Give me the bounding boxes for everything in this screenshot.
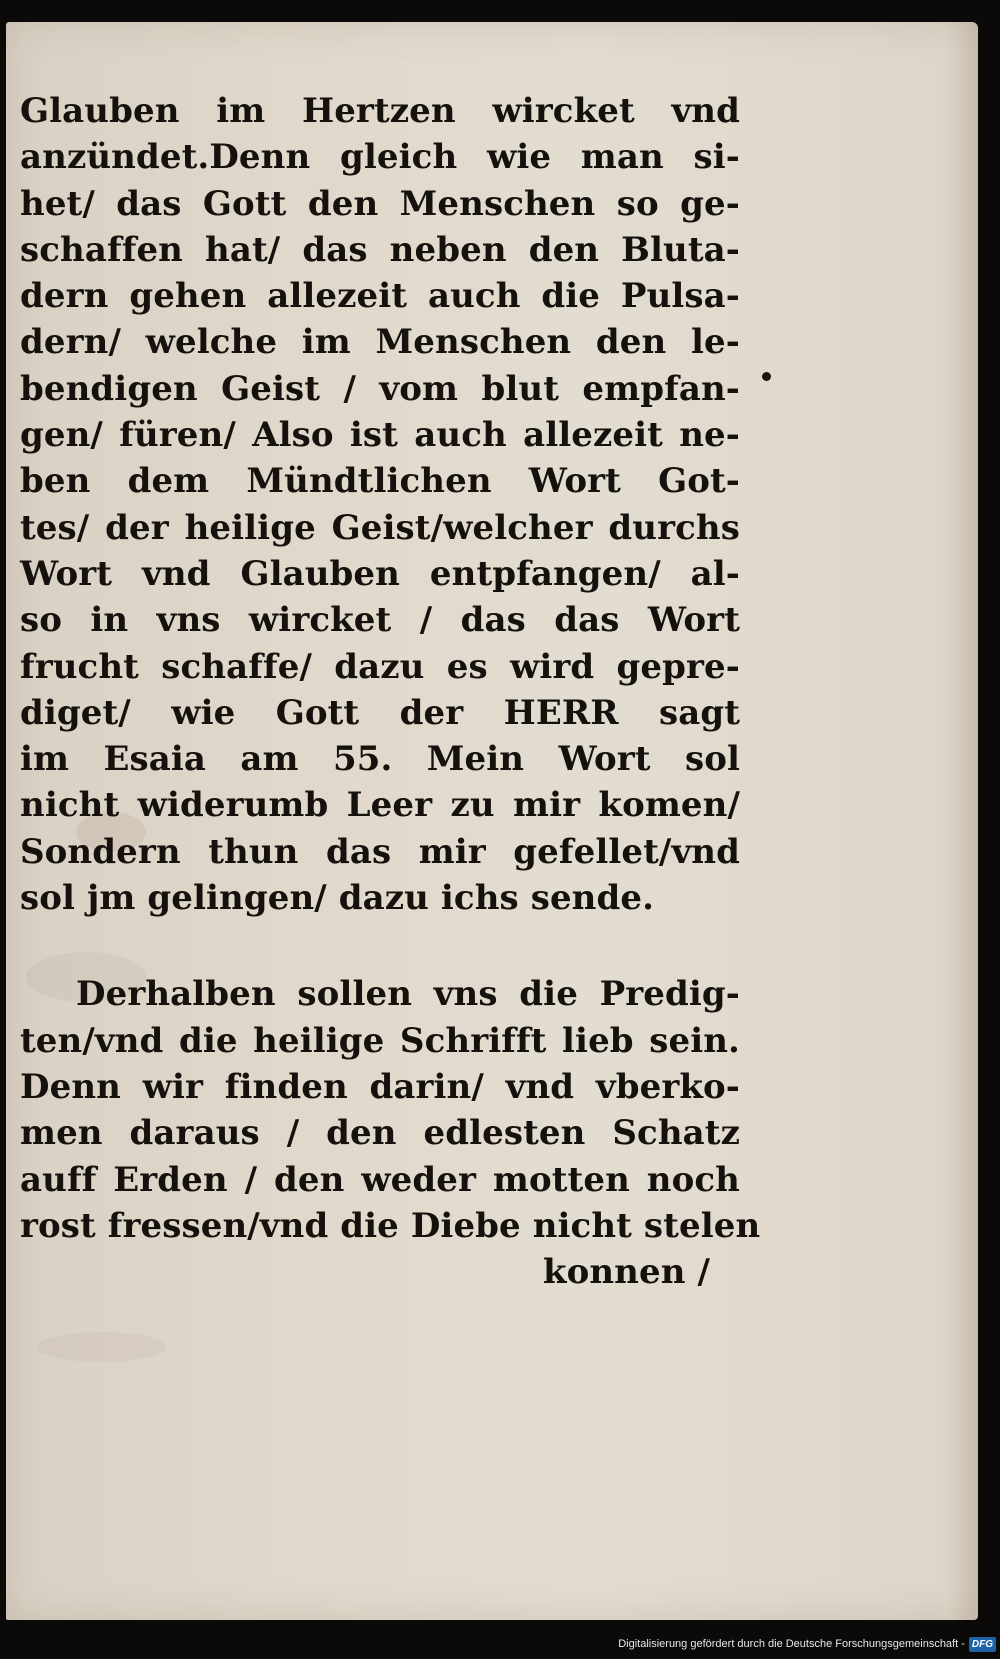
text-line: Derhalben sollen vns die Predig- xyxy=(76,974,740,1015)
credit-text: Digitalisierung gefördert durch die Deutsche Forschungsgemeinschaft - xyxy=(618,1638,965,1650)
text-line: auff Erden / den weder motten noch xyxy=(20,1159,740,1200)
catchword: konnen / xyxy=(542,1252,710,1293)
paragraph-2 xyxy=(20,971,761,1249)
paragraph-gap xyxy=(20,921,740,971)
text-line: Sondern thun das mir gefellet/vnd xyxy=(20,831,740,872)
text-line: Glauben im Hertzen wircket vnd xyxy=(20,91,740,131)
text-line: nicht widerumb Leer zu mir komen/ xyxy=(20,785,740,826)
text-line: ben dem Mündtlichen Wort Got- xyxy=(20,461,740,502)
text-line: bendigen Geist / vom blut empfan- xyxy=(20,368,740,409)
text-line: sol jm gelingen/ dazu ichs sende. xyxy=(20,878,655,919)
text-line: men daraus / den edlesten Schatz xyxy=(20,1113,740,1154)
page-body-text xyxy=(20,88,761,1295)
text-line: anzündet.Denn gleich wie man si- xyxy=(20,137,740,178)
text-line: Denn wir finden darin/ vnd vberko- xyxy=(20,1066,740,1107)
dfg-logo-icon: DFG xyxy=(969,1637,996,1652)
text-line: rost fressen/vnd die Diebe nicht stelen xyxy=(20,1205,761,1246)
margin-dot-mark xyxy=(762,372,771,381)
text-line: frucht schaffe/ dazu es wird gepre- xyxy=(20,646,740,687)
text-line: schaffen hat/ das neben den Bluta- xyxy=(20,229,740,270)
text-line: diget/ wie Gott der HERR sagt xyxy=(20,692,740,733)
text-line: ten/vnd die heilige Schrifft lieb sein. xyxy=(20,1020,740,1061)
text-line: dern/ welche im Menschen den le- xyxy=(20,322,740,363)
text-line: het/ das Gott den Menschen so ge- xyxy=(20,183,740,224)
text-line: tes/ der heilige Geist/welcher durchs xyxy=(20,507,740,548)
paper-stain xyxy=(36,1332,166,1362)
paragraph-1 xyxy=(20,88,740,921)
text-line: Wort vnd Glauben entpfangen/ al- xyxy=(20,553,740,594)
text-line: im Esaia am 55. Mein Wort sol xyxy=(20,739,740,780)
text-line: gen/ füren/ Also ist auch allezeit ne- xyxy=(20,415,740,456)
book-page xyxy=(6,22,978,1620)
text-line: dern gehen allezeit auch die Pulsa- xyxy=(20,276,740,317)
text-line: so in vns wircket / das das Wort xyxy=(20,600,740,641)
digitization-credit xyxy=(618,1633,996,1655)
